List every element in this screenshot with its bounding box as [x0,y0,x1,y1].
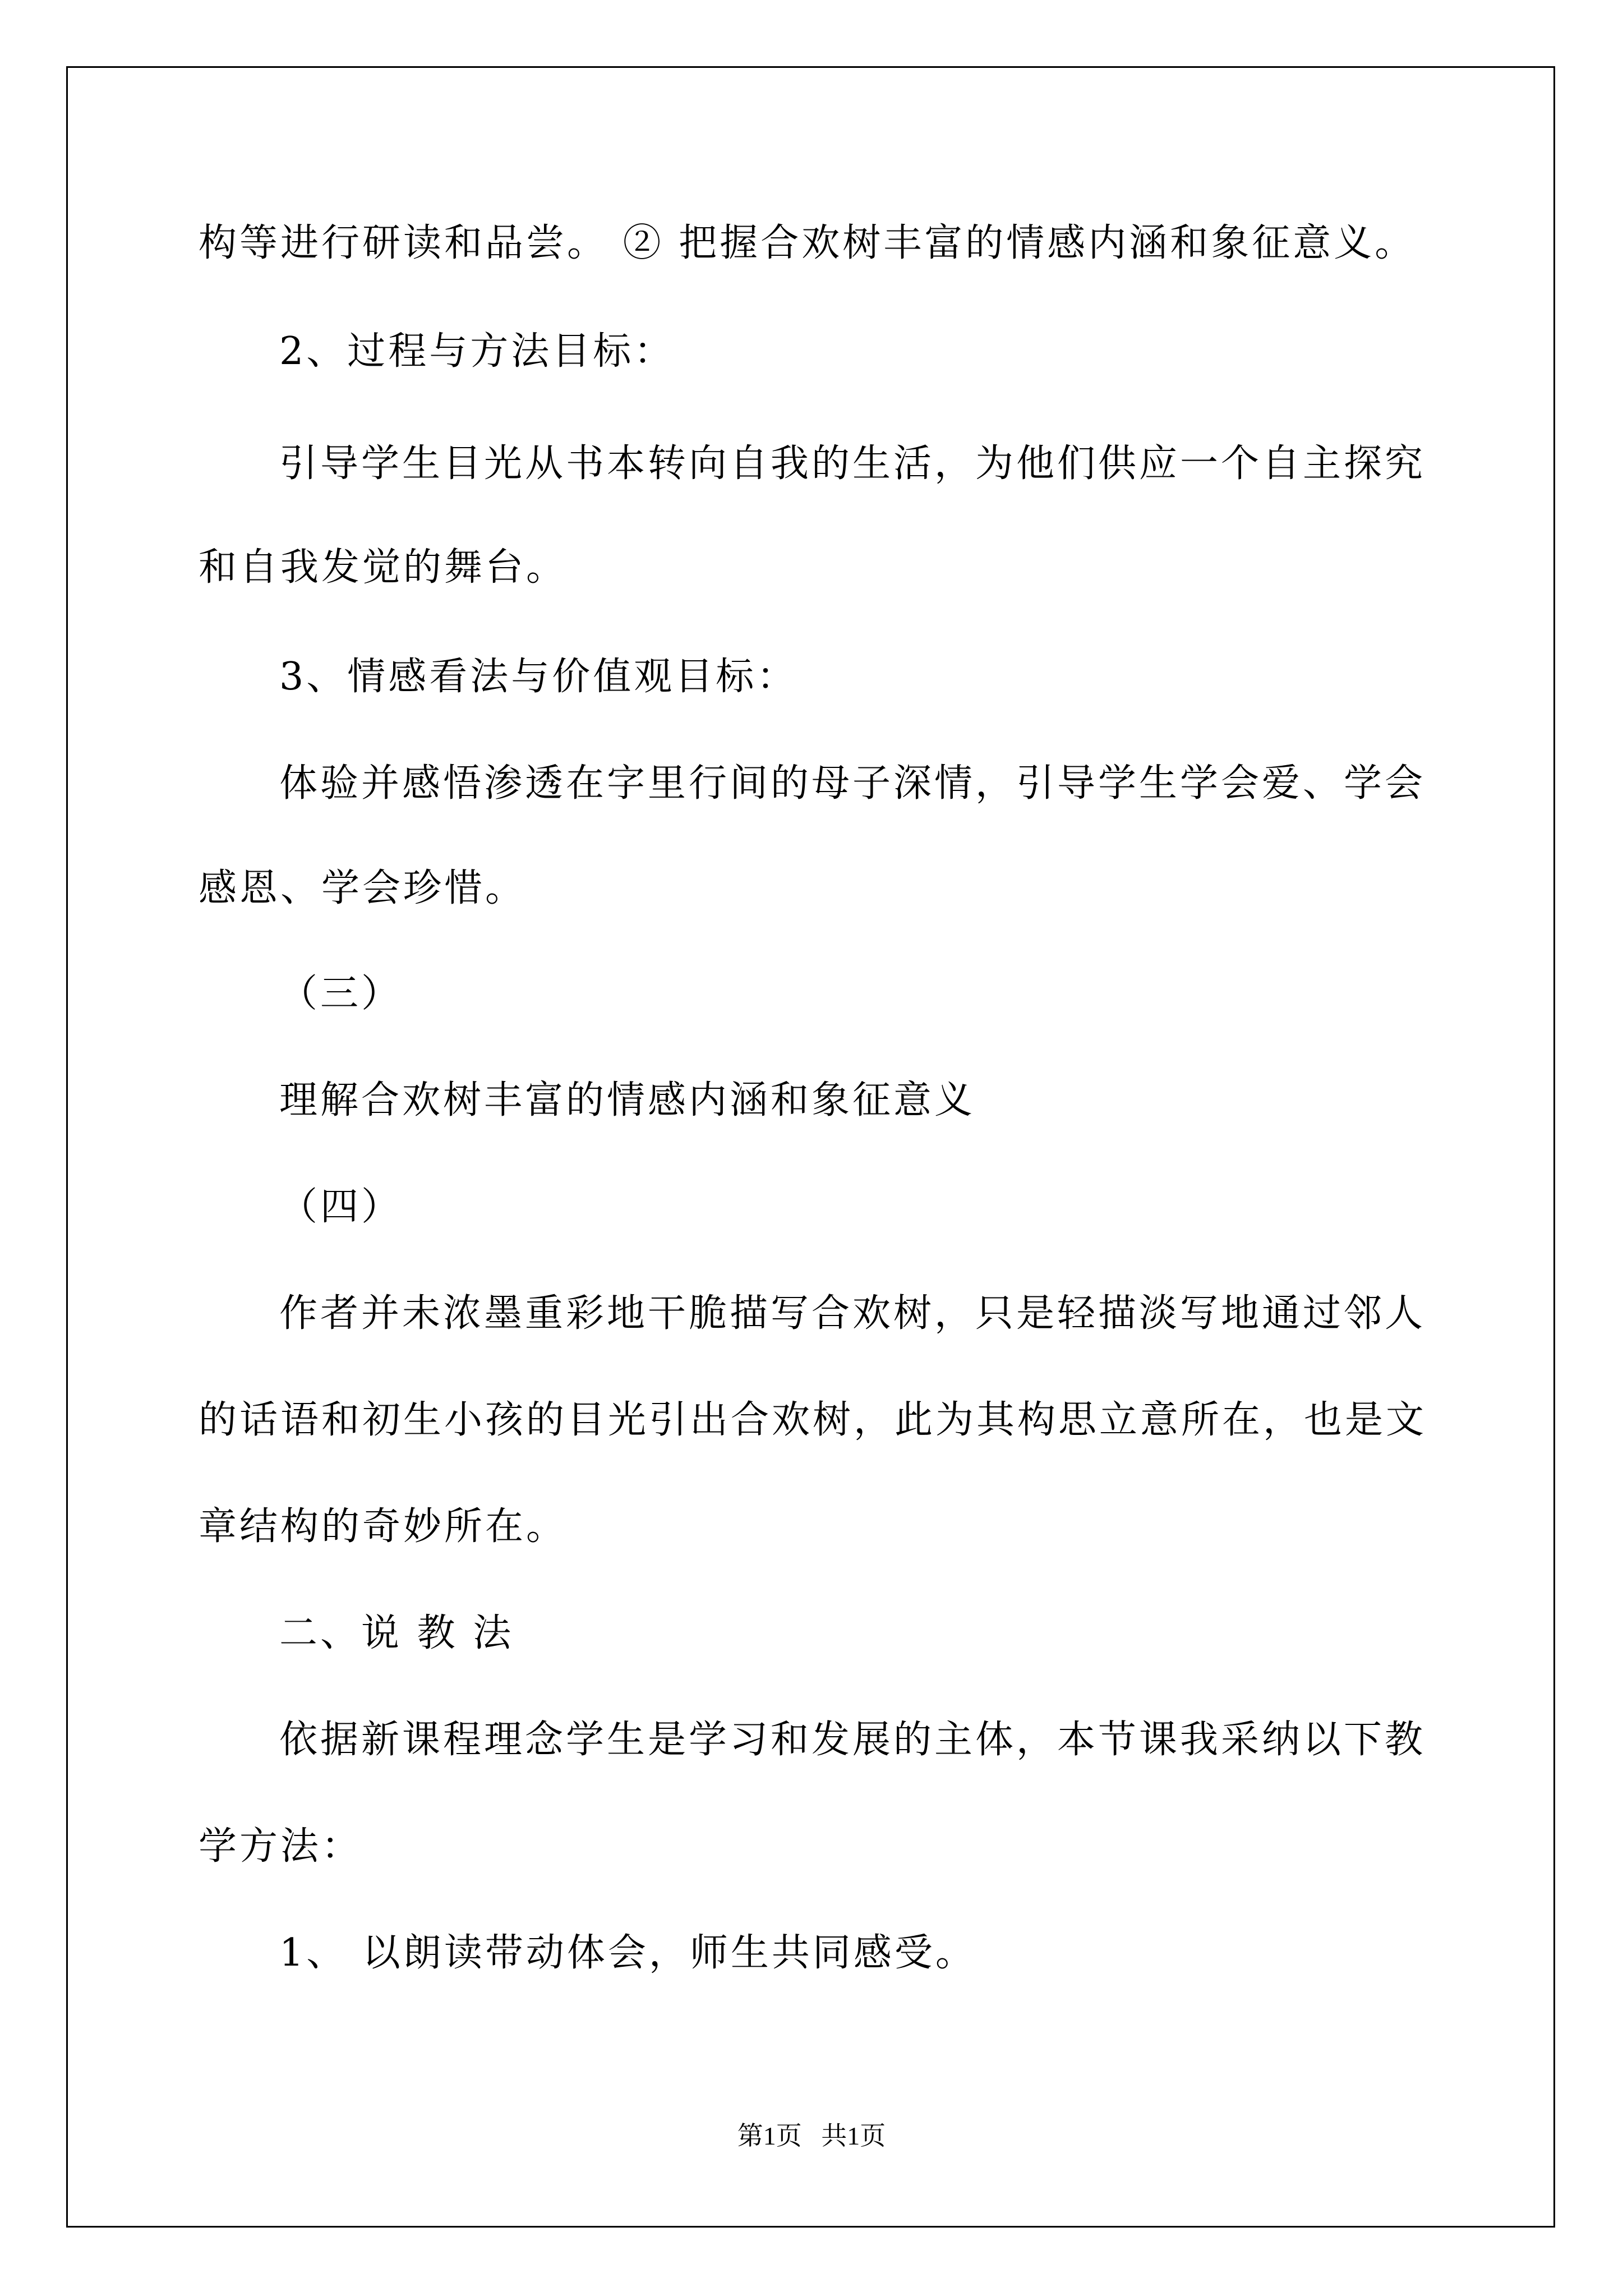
text-line-11: 作者并未浓墨重彩地干脆描写合欢树，只是轻描淡写地通过邻人 [279,1291,1426,1336]
text-line-15: 依据新课程理念学生是学习和发展的主体，本节课我采纳以下教 [279,1718,1426,1762]
text-line-17: 1、 以朗读带动体会，师生共同感受。 [279,1931,976,1975]
text-line-6: 体验并感悟渗透在字里行间的母子深情，引导学生学会爱、学会 [279,761,1426,806]
text-line-10: （四） [279,1185,403,1229]
text-line-12: 的话语和初生小孩的目光引出合欢树，此为其构思立意所在，也是文 [199,1398,1427,1442]
text-line-9: 理解合欢树丰富的情感内涵和象征意义 [279,1078,976,1122]
text-line-3: 引导学生目光从书本转向自我的生活，为他们供应一个自主探究 [279,441,1426,486]
page-footer: 第1页 共1页 [737,2122,886,2150]
text-line-7: 感恩、学会珍惜。 [199,866,527,910]
text-line-16: 学方法： [199,1824,363,1869]
text-line-1: 构等进行研读和品尝。 ② 把握合欢树丰富的情感内涵和象征意义。 [199,221,1416,265]
text-line-4: 和自我发觉的舞台。 [199,545,568,590]
text-line-8: （三） [279,972,403,1016]
text-line-2: 2、过程与方法目标： [279,329,675,374]
text-line-14: 二、说 教 法 [279,1611,514,1655]
text-line-5: 3、情感看法与价值观目标： [279,655,798,699]
page-border [66,66,1555,2228]
text-line-13: 章结构的奇妙所在。 [199,1504,568,1549]
